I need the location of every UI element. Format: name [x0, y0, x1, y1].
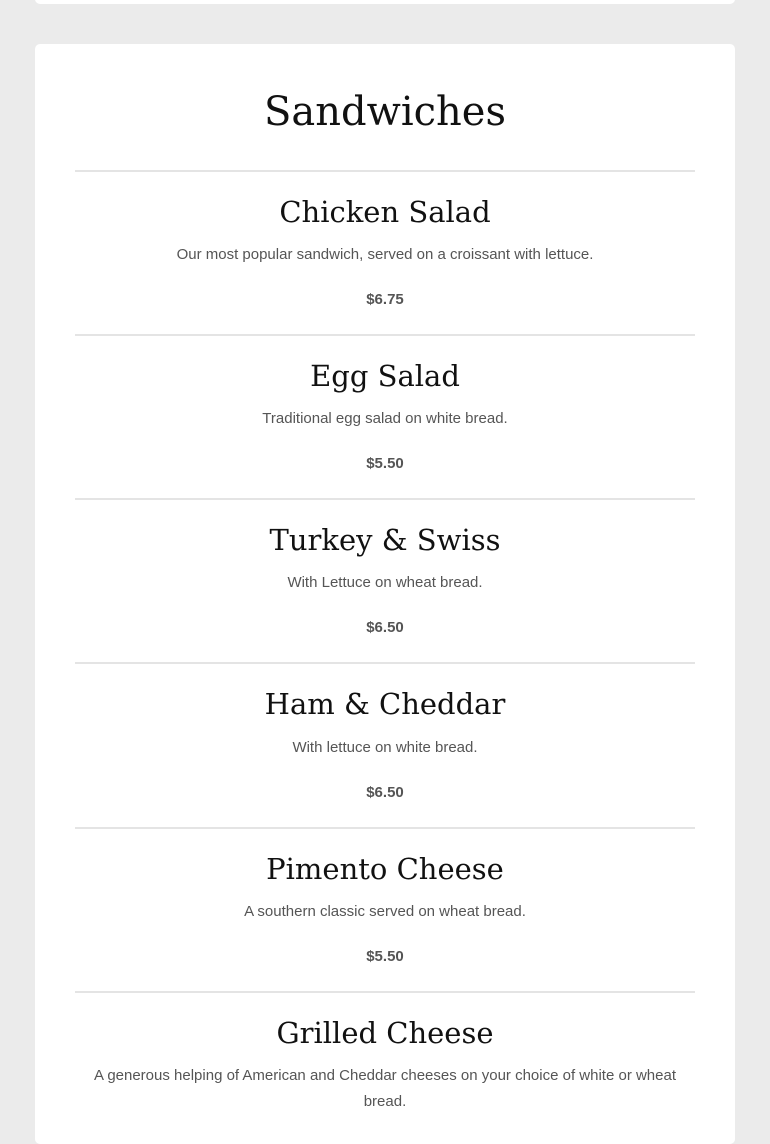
- item-description: With Lettuce on wheat bread.: [287, 574, 483, 591]
- item-name: Pimento Cheese: [266, 852, 504, 886]
- item-price: $6.75: [366, 291, 404, 308]
- item-description: A generous helping of American and Cheddar cheeses on your choice of white or wheat bread.: [93, 1067, 677, 1110]
- item-price: $5.50: [366, 455, 404, 472]
- item-description: A southern classic served on wheat bread.: [244, 903, 526, 920]
- item-divider: [75, 827, 695, 829]
- item-name: Turkey & Swiss: [269, 523, 501, 557]
- item-description: Our most popular sandwich, served on a croissant with lettuce.: [176, 246, 594, 263]
- previous-menu-card: [35, 0, 735, 4]
- item-divider: [75, 498, 695, 500]
- item-price: $6.50: [366, 784, 404, 801]
- item-name: Chicken Salad: [279, 195, 491, 229]
- item-divider: [75, 170, 695, 172]
- section-title: Sandwiches: [263, 89, 506, 135]
- item-name: Egg Salad: [310, 359, 460, 393]
- item-description: With lettuce on white bread.: [292, 739, 478, 756]
- item-divider: [75, 662, 695, 664]
- item-name: Ham & Cheddar: [264, 687, 506, 721]
- item-name: Grilled Cheese: [276, 1016, 494, 1050]
- item-price: $6.50: [366, 619, 404, 636]
- item-description: Traditional egg salad on white bread.: [262, 410, 508, 427]
- item-divider: [75, 991, 695, 993]
- item-price: $5.50: [366, 948, 404, 965]
- item-divider: [75, 334, 695, 336]
